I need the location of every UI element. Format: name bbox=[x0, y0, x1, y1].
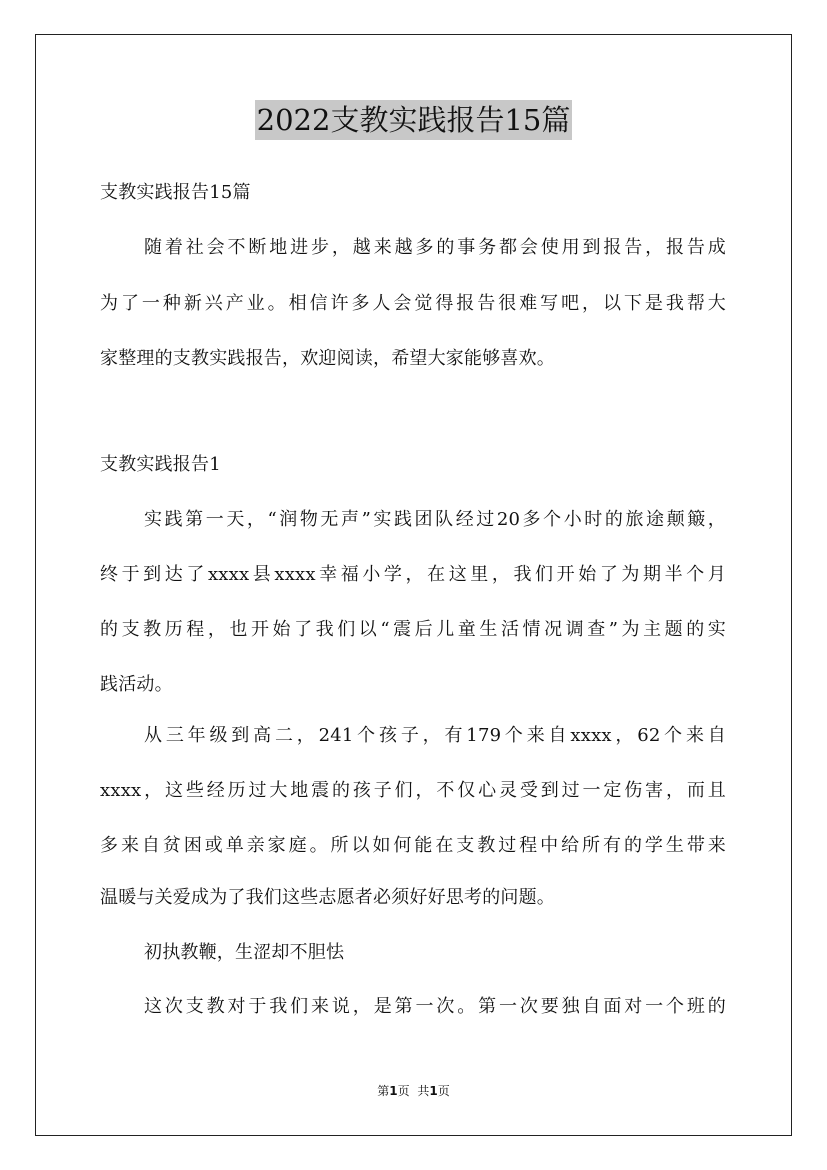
footer-total-number: 1 bbox=[429, 1084, 438, 1098]
para2-line-2: xxxx，这些经历过大地震的孩子们，不仅心灵受到过一定伤害，而且 bbox=[100, 780, 726, 801]
intro-line-2: 为了一种新兴产业。相信许多人会觉得报告很难写吧，以下是我帮大 bbox=[100, 293, 726, 314]
intro-line-1: 随着社会不断地进步，越来越多的事务都会使用到报告，报告成 bbox=[144, 237, 726, 258]
para1-line-4: 践活动。 bbox=[100, 674, 173, 695]
footer-page-suffix: 页 bbox=[397, 1084, 410, 1098]
section-heading-1: 支教实践报告1 bbox=[100, 454, 221, 475]
intro-line-3: 家整理的支教实践报告，欢迎阅读，希望大家能够喜欢。 bbox=[100, 348, 555, 369]
document-subtitle: 支教实践报告15篇 bbox=[100, 182, 251, 203]
document-title: 2022支教实践报告15篇 bbox=[255, 100, 573, 140]
footer-page-prefix: 第 bbox=[377, 1084, 390, 1098]
para1-line-3: 的支教历程，也开始了我们以“震后儿童生活情况调查”为主题的实 bbox=[100, 619, 726, 640]
footer-total-prefix: 共 bbox=[417, 1084, 430, 1098]
subheading: 初执教鞭，生涩却不胆怯 bbox=[144, 942, 345, 963]
para2-line-3: 多来自贫困或单亲家庭。所以如何能在支教过程中给所有的学生带来 bbox=[100, 835, 726, 856]
title-wrap bbox=[0, 100, 827, 140]
footer-total-suffix: 页 bbox=[437, 1084, 450, 1098]
page-footer bbox=[0, 1083, 827, 1099]
para1-line-2: 终于到达了xxxx县xxxx幸福小学，在这里，我们开始了为期半个月 bbox=[100, 564, 726, 585]
para1-line-1: 实践第一天，“润物无声”实践团队经过20多个小时的旅途颠簸， bbox=[144, 509, 726, 530]
footer-page-number: 1 bbox=[389, 1084, 398, 1098]
para3-line-1: 这次支教对于我们来说，是第一次。第一次要独自面对一个班的 bbox=[144, 996, 726, 1017]
para2-line-4: 温暖与关爱成为了我们这些志愿者必须好好思考的问题。 bbox=[100, 887, 555, 908]
para2-line-1: 从三年级到高二，241个孩子，有179个来自xxxx，62个来自 bbox=[144, 725, 726, 746]
